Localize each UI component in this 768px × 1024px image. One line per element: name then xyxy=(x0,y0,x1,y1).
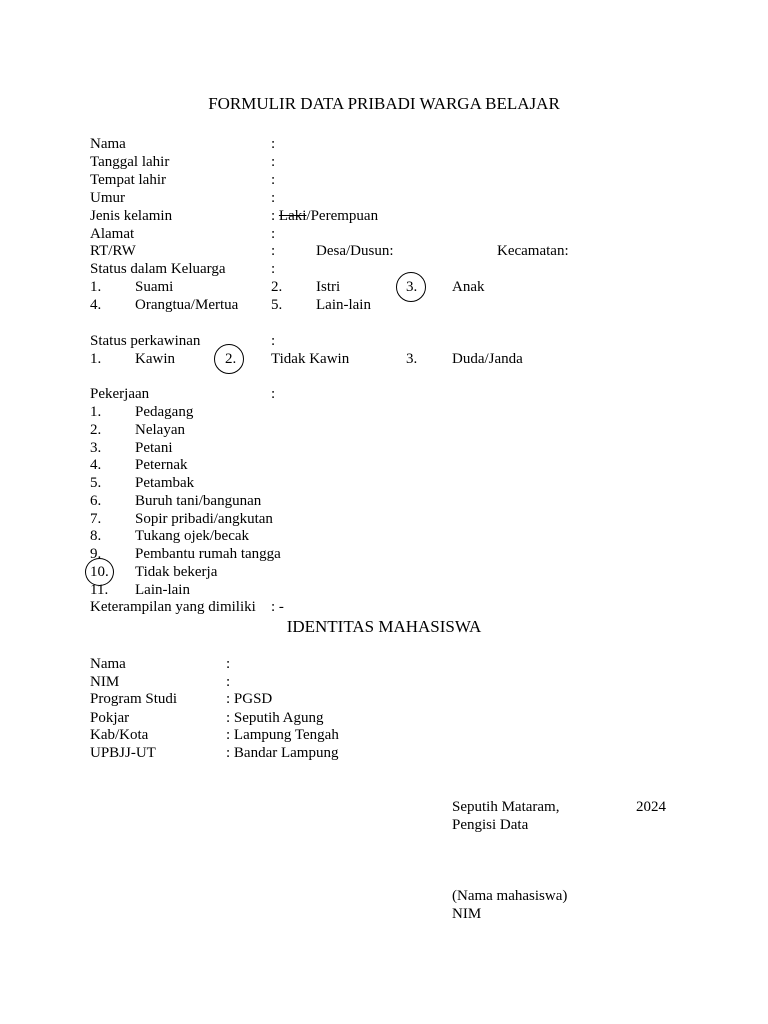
keluarga-option-num: 2. xyxy=(271,279,283,295)
signature-year: 2024 xyxy=(636,799,666,815)
mahasiswa-label: NIM xyxy=(90,674,120,690)
pekerjaan-option-label: Pedagang xyxy=(135,404,194,420)
pekerjaan-option-label: Nelayan xyxy=(135,422,185,438)
mahasiswa-label: Program Studi xyxy=(90,691,178,707)
pekerjaan-option-label: Sopir pribadi/angkutan xyxy=(135,511,273,527)
colon: : xyxy=(271,261,276,277)
colon: : xyxy=(271,386,276,402)
selection-circle-keluarga xyxy=(396,272,426,302)
colon: : xyxy=(271,172,276,188)
mahasiswa-value: : PGSD xyxy=(226,691,273,707)
signature-role: Pengisi Data xyxy=(452,817,529,833)
pekerjaan-option-num: 3. xyxy=(90,440,102,456)
label-tempat-lahir: Tempat lahir xyxy=(90,172,167,188)
label-nama: Nama xyxy=(90,136,126,152)
signature-place: Seputih Mataram, xyxy=(452,799,560,815)
pekerjaan-option-num: 11. xyxy=(90,582,109,598)
keluarga-option-label: Istri xyxy=(316,279,341,295)
label-rtrw: RT/RW xyxy=(90,243,136,259)
perkawinan-option-label: Duda/Janda xyxy=(452,351,523,367)
label-keterampilan: Keterampilan yang dimiliki xyxy=(90,599,256,615)
keluarga-option-label: Suami xyxy=(135,279,174,295)
pekerjaan-option-label: Lain-lain xyxy=(135,582,190,598)
keluarga-option-label: Anak xyxy=(452,279,485,295)
pekerjaan-option-label: Buruh tani/bangunan xyxy=(135,493,262,509)
pekerjaan-option-label: Petani xyxy=(135,440,173,456)
keluarga-option-label: Orangtua/Mertua xyxy=(135,297,239,313)
signature-nim: NIM xyxy=(452,906,482,922)
perkawinan-option-num: 2. xyxy=(225,351,237,367)
pekerjaan-option-num: 7. xyxy=(90,511,102,527)
label-kecamatan: Kecamatan: xyxy=(497,243,569,259)
label-umur: Umur xyxy=(90,190,125,206)
label-desa-dusun: Desa/Dusun: xyxy=(316,243,394,259)
colon: : xyxy=(271,333,276,349)
colon: : xyxy=(271,226,276,242)
keluarga-option-label: Lain-lain xyxy=(316,297,371,313)
colon: : xyxy=(271,154,276,170)
label-jenis-kelamin: Jenis kelamin xyxy=(90,208,173,224)
pekerjaan-option-num: 4. xyxy=(90,457,102,473)
mahasiswa-label: Kab/Kota xyxy=(90,727,149,743)
selection-circle-perkawinan xyxy=(214,344,244,374)
pekerjaan-option-label: Tukang ojek/becak xyxy=(135,528,250,544)
option-perempuan: /Perempuan xyxy=(306,208,379,224)
label-status-keluarga: Status dalam Keluarga xyxy=(90,261,226,277)
pekerjaan-option-num: 6. xyxy=(90,493,102,509)
pekerjaan-option-label: Tidak bekerja xyxy=(135,564,218,580)
label-tanggal-lahir: Tanggal lahir xyxy=(90,154,170,170)
keluarga-option-num: 1. xyxy=(90,279,102,295)
pekerjaan-option-num: 8. xyxy=(90,528,102,544)
signature-name: (Nama mahasiswa) xyxy=(452,888,568,904)
pekerjaan-option-num: 10. xyxy=(90,564,109,580)
pekerjaan-option-label: Pembantu rumah tangga xyxy=(135,546,281,562)
mahasiswa-value: : xyxy=(226,656,231,672)
form-title: FORMULIR DATA PRIBADI WARGA BELAJAR xyxy=(208,94,560,113)
mahasiswa-value: : Seputih Agung xyxy=(226,710,324,726)
keterampilan-value: : - xyxy=(271,599,284,615)
pekerjaan-option-num: 1. xyxy=(90,404,102,420)
pekerjaan-option-label: Petambak xyxy=(135,475,195,491)
colon: : xyxy=(271,208,279,224)
label-status-perkawinan: Status perkawinan xyxy=(90,333,201,349)
perkawinan-option-num: 3. xyxy=(406,351,418,367)
mahasiswa-label: Nama xyxy=(90,656,126,672)
pekerjaan-option-num: 5. xyxy=(90,475,102,491)
pekerjaan-option-num: 2. xyxy=(90,422,102,438)
section-title-mahasiswa: IDENTITAS MAHASISWA xyxy=(286,617,482,636)
perkawinan-option-num: 1. xyxy=(90,351,102,367)
jenis-kelamin-value xyxy=(271,207,378,225)
perkawinan-option-label: Tidak Kawin xyxy=(271,351,350,367)
mahasiswa-label: Pokjar xyxy=(90,710,130,726)
colon: : xyxy=(271,243,276,259)
pekerjaan-option-label: Peternak xyxy=(135,457,188,473)
label-pekerjaan: Pekerjaan xyxy=(90,386,150,402)
pekerjaan-option-num: 9. xyxy=(90,546,102,562)
colon: : xyxy=(271,136,276,152)
label-alamat: Alamat xyxy=(90,226,135,242)
keluarga-option-num: 3. xyxy=(406,279,418,295)
option-laki-struck: Laki xyxy=(278,208,307,224)
mahasiswa-value: : Bandar Lampung xyxy=(226,745,339,761)
keluarga-option-num: 5. xyxy=(271,297,283,313)
keluarga-option-num: 4. xyxy=(90,297,102,313)
mahasiswa-value: : xyxy=(226,674,231,690)
mahasiswa-label: UPBJJ-UT xyxy=(90,745,156,761)
perkawinan-option-label: Kawin xyxy=(135,351,175,367)
colon: : xyxy=(271,190,276,206)
mahasiswa-value: : Lampung Tengah xyxy=(226,727,339,743)
